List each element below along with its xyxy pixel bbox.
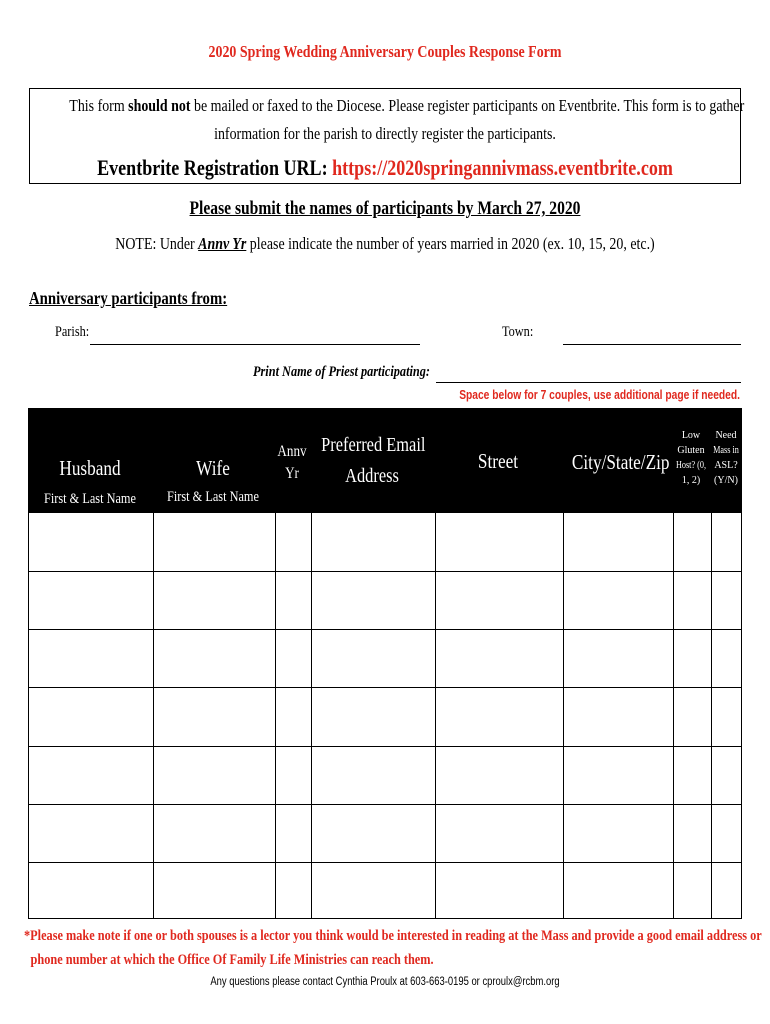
annv-yr-cell[interactable] xyxy=(275,862,311,920)
wife-cell[interactable] xyxy=(153,513,275,571)
city-state-zip-cell[interactable] xyxy=(563,513,673,571)
husband-cell[interactable] xyxy=(29,687,153,745)
city-state-zip-cell[interactable] xyxy=(563,687,673,745)
header-asl: Need Mass in ASL? (Y/N) xyxy=(713,430,739,486)
wife-cell[interactable] xyxy=(153,629,275,687)
street-cell[interactable] xyxy=(435,804,563,862)
table-header xyxy=(28,408,742,512)
eventbrite-url-link[interactable]: https://2020springannivmass.eventbrite.com xyxy=(332,155,673,180)
url-label: Eventbrite Registration URL: xyxy=(97,155,333,180)
husband-cell[interactable] xyxy=(29,571,153,629)
street-cell[interactable] xyxy=(435,513,563,571)
asl-cell[interactable] xyxy=(711,513,743,571)
email-cell[interactable] xyxy=(311,571,435,629)
husband-cell[interactable] xyxy=(29,804,153,862)
header-email-line1: Preferred Email xyxy=(321,434,426,456)
city-state-zip-cell[interactable] xyxy=(563,746,673,804)
annv-yr-cell[interactable] xyxy=(275,629,311,687)
annv-yr-cell[interactable] xyxy=(275,687,311,745)
email-cell[interactable] xyxy=(311,862,435,920)
parish-field[interactable] xyxy=(90,344,420,345)
husband-cell[interactable] xyxy=(29,629,153,687)
gluten-cell[interactable] xyxy=(673,571,711,629)
wife-cell[interactable] xyxy=(153,687,275,745)
header-wife: Wife xyxy=(196,456,230,480)
asl-cell[interactable] xyxy=(711,687,743,745)
priest-label: Print Name of Priest participating: xyxy=(253,364,430,380)
header-husband: Husband xyxy=(59,456,121,480)
town-field[interactable] xyxy=(563,344,741,345)
header-husband-sub: First & Last Name xyxy=(44,491,136,507)
lector-note: *Please make note if one or both spouses is a lector you think would be interested in reading at the Mass and provide a good email address or phone number at which the Office Of Family Life Ministries can reach them. xyxy=(24,928,762,968)
annv-yr-note: NOTE: Under Annv Yr please indicate the number of years married in 2020 (ex. 10, 15, 20, etc.) xyxy=(115,234,655,253)
gluten-cell[interactable] xyxy=(673,804,711,862)
asl-cell[interactable] xyxy=(711,571,743,629)
street-cell[interactable] xyxy=(435,629,563,687)
street-cell[interactable] xyxy=(435,862,563,920)
gluten-cell[interactable] xyxy=(673,629,711,687)
contact-line: Any questions please contact Cynthia Proulx at 603-663-0195 or cproulx@rcbm.org xyxy=(210,976,560,988)
annv-yr-cell[interactable] xyxy=(275,746,311,804)
form-title: 2020 Spring Wedding Anniversary Couples Response Form xyxy=(208,42,562,61)
street-cell[interactable] xyxy=(435,687,563,745)
annv-yr-cell[interactable] xyxy=(275,804,311,862)
header-city-state-zip: City/State/Zip xyxy=(571,450,670,474)
priest-name-field[interactable] xyxy=(436,382,741,383)
asl-cell[interactable] xyxy=(711,629,743,687)
header-gluten: Low Gluten Host? (0, 1, 2) xyxy=(675,430,707,486)
header-street: Street xyxy=(477,449,519,473)
annv-yr-cell[interactable] xyxy=(275,571,311,629)
gluten-cell[interactable] xyxy=(673,862,711,920)
space-note: Space below for 7 couples, use additional page if needed. xyxy=(459,388,740,402)
wife-cell[interactable] xyxy=(153,746,275,804)
entry-grid xyxy=(28,512,742,919)
email-cell[interactable] xyxy=(311,746,435,804)
street-cell[interactable] xyxy=(435,746,563,804)
city-state-zip-cell[interactable] xyxy=(563,804,673,862)
husband-cell[interactable] xyxy=(29,862,153,920)
participants-from-heading: Anniversary participants from: xyxy=(29,288,228,308)
city-state-zip-cell[interactable] xyxy=(563,571,673,629)
email-cell[interactable] xyxy=(311,687,435,745)
wife-cell[interactable] xyxy=(153,571,275,629)
parish-label: Parish: xyxy=(55,324,90,340)
husband-cell[interactable] xyxy=(29,746,153,804)
submit-deadline: Please submit the names of participants by March 27, 2020 xyxy=(189,198,581,219)
asl-cell[interactable] xyxy=(711,746,743,804)
husband-cell[interactable] xyxy=(29,513,153,571)
asl-cell[interactable] xyxy=(711,862,743,920)
gluten-cell[interactable] xyxy=(673,687,711,745)
town-label: Town: xyxy=(502,324,534,340)
city-state-zip-cell[interactable] xyxy=(563,629,673,687)
city-state-zip-cell[interactable] xyxy=(563,862,673,920)
eventbrite-url-line xyxy=(0,155,770,181)
email-cell[interactable] xyxy=(311,513,435,571)
asl-cell[interactable] xyxy=(711,804,743,862)
header-annv: Annv xyxy=(277,443,307,460)
email-cell[interactable] xyxy=(311,629,435,687)
street-cell[interactable] xyxy=(435,571,563,629)
gluten-cell[interactable] xyxy=(673,746,711,804)
email-cell[interactable] xyxy=(311,804,435,862)
gluten-cell[interactable] xyxy=(673,513,711,571)
header-yr: Yr xyxy=(285,465,299,482)
intro-text-line2: information for the parish to directly register the participants. xyxy=(214,124,556,143)
header-wife-sub: First & Last Name xyxy=(167,489,259,505)
intro-text-line1: This form should not be mailed or faxed to the Diocese. Please register participants on Eventbrite. This form is to gather xyxy=(69,96,745,115)
wife-cell[interactable] xyxy=(153,804,275,862)
annv-yr-cell[interactable] xyxy=(275,513,311,571)
wife-cell[interactable] xyxy=(153,862,275,920)
header-email-line2: Address xyxy=(345,465,399,487)
